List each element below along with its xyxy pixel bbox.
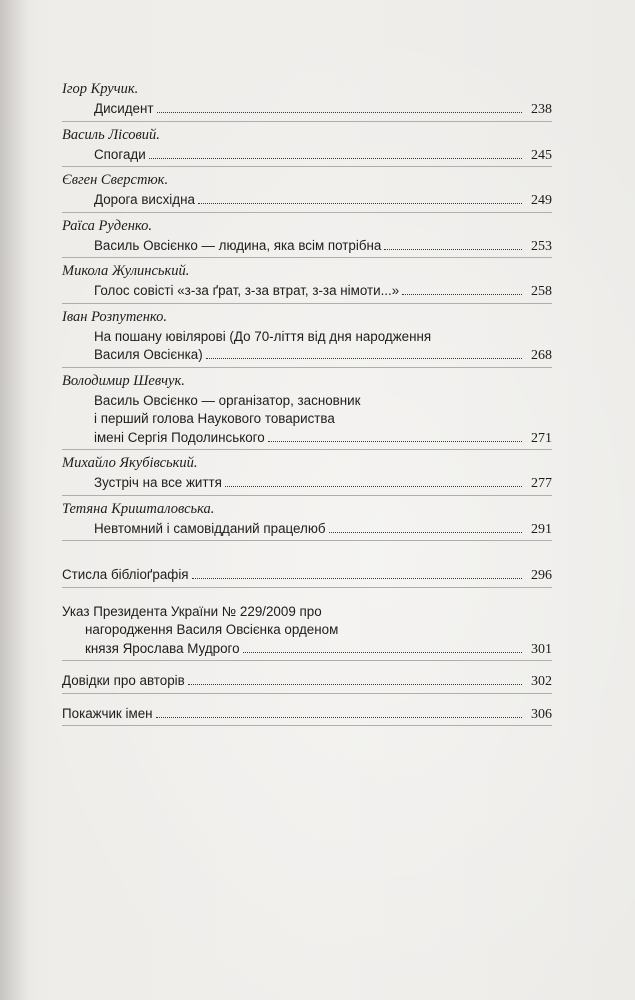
entry-author: Михайло Якубівський. (62, 455, 198, 471)
leader-line (94, 346, 552, 365)
divider (62, 495, 552, 496)
leader-line (94, 100, 552, 119)
spacer (62, 544, 552, 566)
dot-leader (188, 684, 522, 685)
page-number: 245 (531, 147, 552, 163)
page-number: 249 (531, 193, 552, 208)
page-number: 271 (531, 430, 552, 446)
spacer (62, 664, 552, 672)
section-title-line: Указ Президента України № 229/2009 про (62, 603, 322, 619)
dot-leader (402, 294, 522, 295)
leader-line (62, 640, 552, 659)
leader-line (94, 191, 552, 210)
spacer (62, 591, 552, 603)
dot-leader (198, 203, 522, 204)
divider (62, 367, 552, 368)
section-title-text: Стисла бібліоґрафія (62, 567, 189, 582)
divider (62, 693, 552, 694)
entry-author: Ігор Кручик. (62, 81, 139, 97)
section-title-text: князя Ярослава Мудрого (85, 640, 240, 656)
dot-leader (149, 158, 522, 159)
page-number: 268 (531, 348, 552, 363)
entry-title (62, 328, 552, 365)
entry-author: Василь Лісовий. (62, 126, 160, 143)
entry-title-text: Зустріч на все життя (94, 475, 222, 490)
divider (62, 540, 552, 541)
divider (62, 166, 552, 167)
entry-author: Раїса Руденко. (62, 217, 153, 234)
toc-entry (62, 261, 552, 301)
toc-section (62, 603, 552, 659)
leader-line (94, 146, 552, 165)
divider (62, 725, 552, 726)
toc-entry (62, 371, 552, 448)
table-of-contents (62, 79, 552, 729)
dot-leader (384, 249, 522, 250)
toc-entry (62, 170, 552, 210)
entry-title-line: Василь Овсієнко — організатор, засновник (94, 392, 361, 408)
dot-leader (243, 652, 522, 653)
page-number: 291 (531, 521, 552, 537)
dot-leader (157, 112, 522, 113)
entry-title-text: імені Сергія Подолинського (94, 429, 265, 445)
entry-title-text: Дисидент (94, 101, 154, 116)
leader-line (62, 705, 552, 724)
dot-leader (192, 578, 522, 579)
entry-author: Володимир Шевчук. (62, 372, 185, 389)
divider (62, 303, 552, 304)
dot-leader (206, 358, 522, 359)
page-number: 306 (531, 706, 552, 722)
entry-title-text: Голос совісті «з-за ґрат, з-за втрат, з-за німоти...» (94, 283, 400, 298)
dot-leader (225, 486, 522, 487)
leader-line (94, 520, 552, 539)
toc-section (62, 705, 552, 724)
toc-entry (62, 307, 552, 365)
entry-title-line: і перший голова Наукового товариства (94, 411, 335, 426)
divider (62, 212, 552, 213)
leader-line (94, 237, 552, 256)
toc-entry (62, 216, 552, 256)
divider (62, 449, 552, 450)
toc-section (62, 672, 552, 691)
dot-leader (156, 717, 522, 718)
entry-author: Іван Розпутенко. (62, 308, 168, 325)
entry-title (62, 392, 552, 448)
leader-line (94, 429, 552, 448)
toc-entry (62, 499, 552, 539)
entry-author: Євген Сверстюк. (62, 172, 169, 188)
entry-author: Тетяна Кришталовська. (62, 500, 215, 517)
page-number: 238 (531, 102, 552, 117)
section-title-text: Покажчик імен (62, 705, 153, 721)
entry-title (62, 474, 552, 493)
entry-title-text: Василя Овсієнка) (94, 347, 203, 362)
entry-author: Микола Жулинський. (62, 263, 190, 279)
divider (62, 121, 552, 122)
page-number: 301 (531, 641, 552, 657)
entry-title-text: Спогади (94, 146, 146, 162)
toc-entry (62, 453, 552, 493)
toc-entry (62, 125, 552, 165)
entry-title-text: Дорога висхідна (94, 192, 195, 207)
entry-title-text: Невтомний і самовідданий працелюб (94, 520, 326, 536)
dot-leader (268, 441, 522, 442)
entry-title-line: На пошану ювілярові (До 70-ліття від дня народження (94, 328, 432, 344)
toc-section (62, 566, 552, 585)
entry-title (62, 282, 552, 301)
toc-entry (62, 79, 552, 119)
entry-title (62, 237, 552, 256)
divider (62, 257, 552, 258)
leader-line (62, 672, 552, 691)
entry-title (62, 100, 552, 119)
leader-line (94, 282, 552, 301)
divider (62, 587, 552, 588)
page-number: 253 (531, 238, 552, 254)
section-title-line: нагородження Василя Овсієнка орденом (85, 622, 339, 637)
divider (62, 660, 552, 661)
leader-line (94, 474, 552, 493)
entry-title (62, 191, 552, 210)
dot-leader (329, 532, 522, 533)
entry-title (62, 520, 552, 539)
page-number: 258 (531, 284, 552, 299)
leader-line (62, 566, 552, 585)
page-number: 296 (531, 568, 552, 583)
spine-shadow (0, 0, 28, 1000)
page-number: 277 (531, 476, 552, 491)
entry-title-text: Василь Овсієнко — людина, яка всім потрібна (94, 237, 382, 253)
entry-title (62, 146, 552, 165)
page-number: 302 (531, 674, 552, 689)
spacer (62, 697, 552, 705)
section-title-text: Довідки про авторів (62, 673, 185, 688)
